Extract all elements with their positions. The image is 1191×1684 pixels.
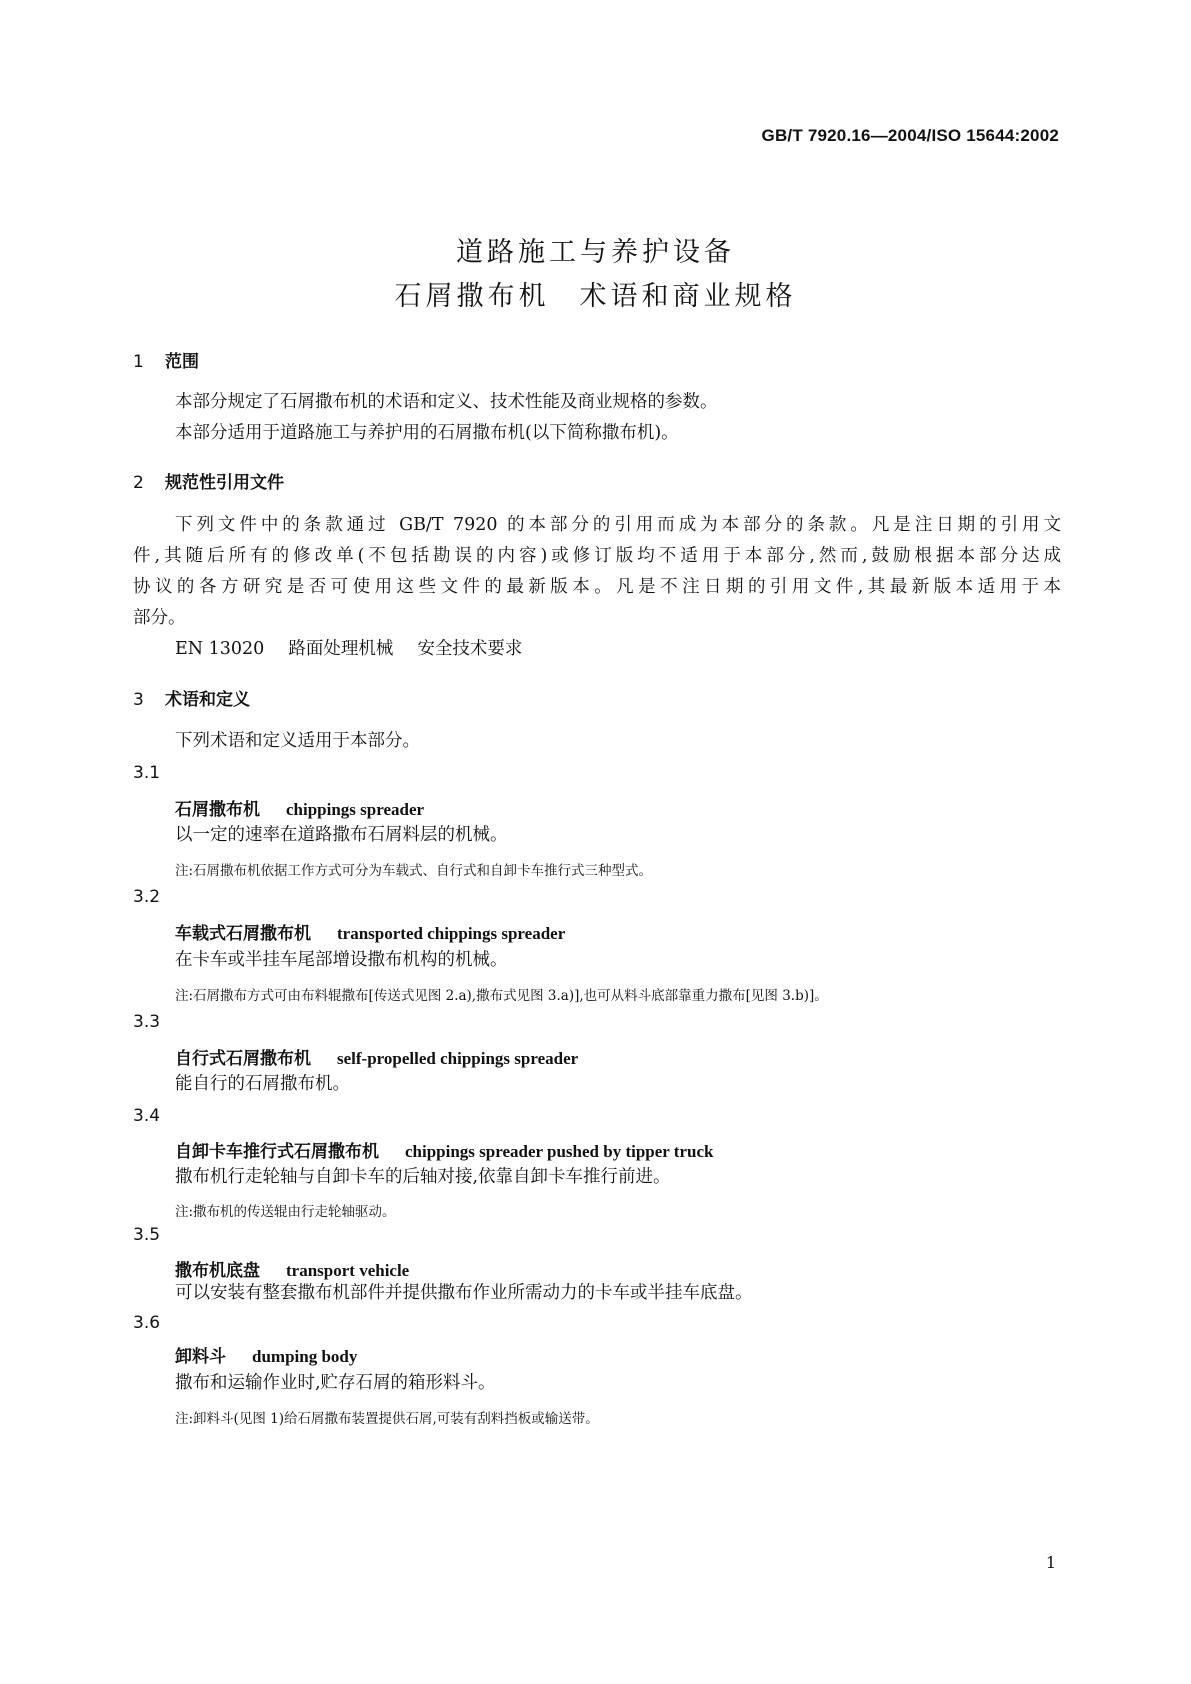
section-title: 规范性引用文件 <box>165 473 284 493</box>
term-note: 注:石屑撒布方式可由布料辊撒布[传送式见图 2.a),撒布式见图 3.a)],也可从料斗底部靠重力撒布[见图 3.b)]。 <box>175 988 828 1004</box>
term-definition: 可以安装有整套撒布机部件并提供撒布作业所需动力的卡车或半挂车底盘。 <box>175 1283 753 1303</box>
term-en: transport vehicle <box>286 1261 410 1280</box>
standard-code: GB/T 7920.16—2004/ISO 15644:2002 <box>761 126 1059 145</box>
term-cn: 卸料斗 <box>175 1347 226 1367</box>
section-number: 2 <box>133 473 144 493</box>
ref-title-b: 安全技术要求 <box>417 639 523 659</box>
term-heading <box>175 919 565 944</box>
scope-paragraph-1: 本部分规定了石屑撒布机的术语和定义、技术性能及商业规格的参数。 <box>175 392 718 412</box>
term-definition: 撒布机行走轮轴与自卸卡车的后轴对接,依靠自卸卡车推行前进。 <box>175 1167 671 1187</box>
section-3-heading <box>133 685 250 710</box>
term-note: 注:石屑撒布机依据工作方式可分为车载式、自行式和自卸卡车推行式三种型式。 <box>175 863 653 879</box>
section-title: 术语和定义 <box>165 690 250 710</box>
page-number: 1 <box>1045 1553 1056 1572</box>
document-title-line2 <box>0 274 1191 313</box>
document-title-line1: 道路施工与养护设备 <box>456 237 735 268</box>
normative-reference <box>175 639 522 660</box>
term-number: 3.1 <box>133 763 161 783</box>
title-part-a: 石屑撒布机 <box>394 281 550 312</box>
term-en: dumping body <box>252 1347 358 1366</box>
term-heading <box>175 1044 578 1069</box>
term-cn: 撒布机底盘 <box>175 1261 260 1281</box>
section-number: 1 <box>133 352 144 372</box>
term-definition: 撒布和运输作业时,贮存石屑的箱形料斗。 <box>175 1373 496 1393</box>
scope-paragraph-2: 本部分适用于道路施工与养护用的石屑撒布机(以下简称撒布机)。 <box>175 423 679 443</box>
term-definition: 在卡车或半挂车尾部增设撒布机构的机械。 <box>175 950 508 970</box>
term-heading <box>175 795 424 820</box>
ref-code: EN 13020 <box>175 639 265 659</box>
term-cn: 石屑撒布机 <box>175 800 260 820</box>
normative-paragraph-line-3: 协议的各方研究是否可使用这些文件的最新版本。凡是不注日期的引用文件,其最新版本适用于本 <box>133 577 1061 597</box>
term-number: 3.6 <box>133 1313 161 1333</box>
term-cn: 自卸卡车推行式石屑撒布机 <box>175 1142 379 1162</box>
term-number: 3.2 <box>133 887 161 907</box>
normative-paragraph-line-1: 下列文件中的条款通过 GB/T 7920 的本部分的引用而成为本部分的条款。凡是注日期的引用文 <box>175 515 1061 535</box>
term-definition: 以一定的速率在道路撒布石屑料层的机械。 <box>175 825 508 845</box>
term-definition: 能自行的石屑撒布机。 <box>175 1074 350 1094</box>
term-heading <box>175 1137 713 1162</box>
term-en: chippings spreader <box>286 800 425 819</box>
section-title: 范围 <box>165 352 199 372</box>
term-heading <box>175 1256 409 1281</box>
normative-paragraph-line-4: 部分。 <box>133 608 186 628</box>
title-part-b: 术语和商业规格 <box>579 281 797 312</box>
term-en: chippings spreader pushed by tipper truck <box>405 1142 714 1161</box>
term-heading <box>175 1342 357 1367</box>
terms-intro: 下列术语和定义适用于本部分。 <box>175 731 420 751</box>
ref-title-a: 路面处理机械 <box>288 639 394 659</box>
term-note: 注:卸料斗(见图 1)给石屑撒布装置提供石屑,可装有刮料挡板或输送带。 <box>175 1411 599 1427</box>
term-number: 3.3 <box>133 1012 161 1032</box>
term-cn: 自行式石屑撒布机 <box>175 1049 311 1069</box>
section-number: 3 <box>133 690 144 710</box>
term-cn: 车载式石屑撒布机 <box>175 924 311 944</box>
normative-paragraph-line-2: 件,其随后所有的修改单(不包括勘误的内容)或修订版均不适用于本部分,然而,鼓励根据本部分达成 <box>133 546 1061 566</box>
term-number: 3.4 <box>133 1106 161 1126</box>
term-en: transported chippings spreader <box>337 924 566 943</box>
term-note: 注:撒布机的传送辊由行走轮轴驱动。 <box>175 1204 396 1220</box>
section-1-heading <box>133 347 199 372</box>
term-en: self-propelled chippings spreader <box>337 1049 579 1068</box>
term-number: 3.5 <box>133 1225 161 1245</box>
section-2-heading <box>133 468 284 493</box>
